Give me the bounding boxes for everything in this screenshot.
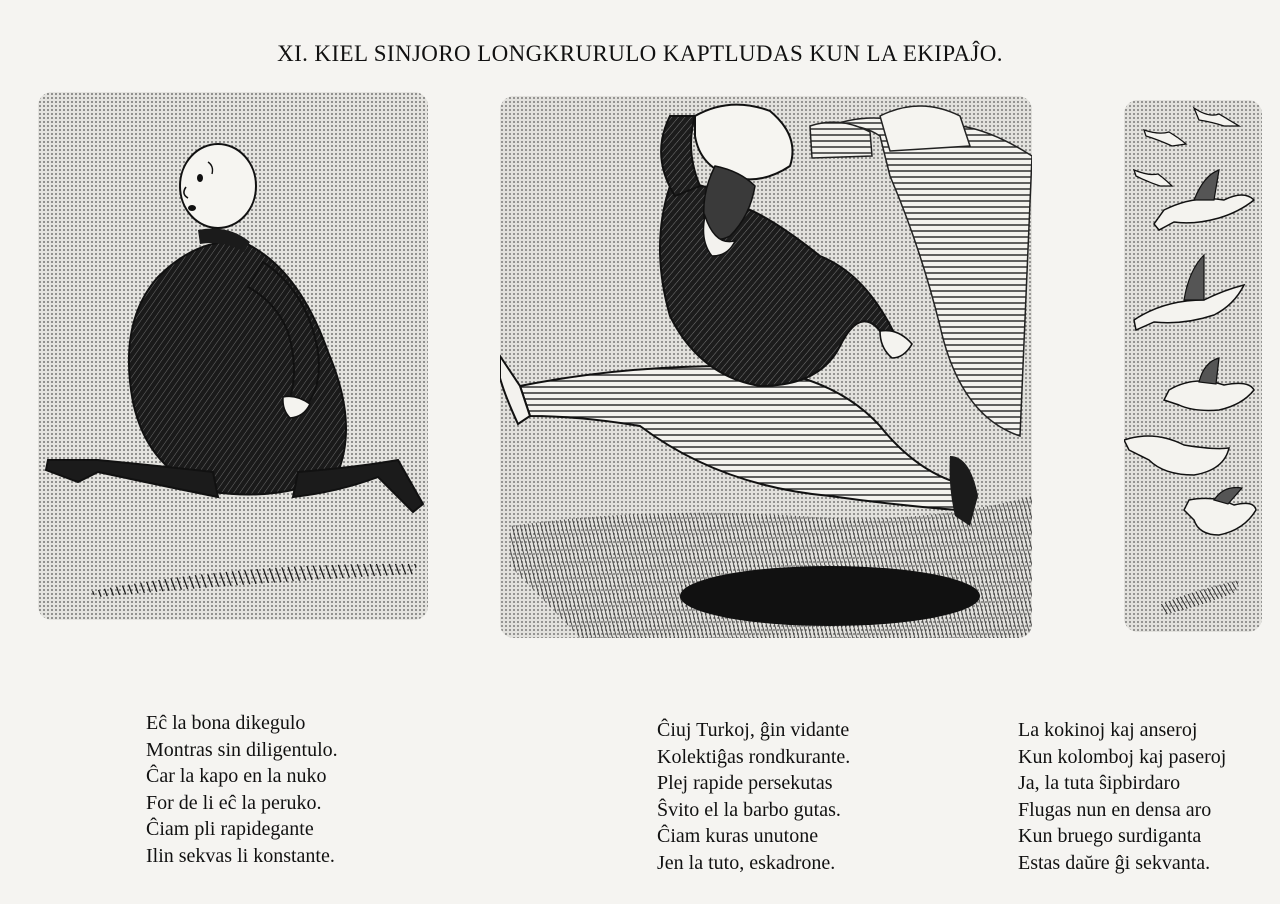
illustration-birds-flying bbox=[1124, 100, 1262, 632]
verse-line: Ĉiam kuras unutone bbox=[657, 825, 819, 847]
verse-line: For de li eĉ la peruko. bbox=[146, 791, 322, 814]
verse-line: Ĉiam pli rapidegante bbox=[146, 818, 314, 840]
page-title: XI. KIEL SINJORO LONGKRURULO KAPTLUDAS KUN LA EKIPAĴO. bbox=[277, 41, 1003, 67]
verse-line: Plej rapide persekutas bbox=[657, 772, 833, 794]
verse-turks bbox=[657, 717, 850, 876]
bald-boy-drawing bbox=[38, 92, 428, 620]
verse-line: Flugas nun en densa aro bbox=[1018, 798, 1212, 821]
verse-line: Kun kolomboj kaj paseroj bbox=[1018, 745, 1227, 768]
verse-line: Kun bruego surdiganta bbox=[1018, 825, 1202, 847]
illustration-bald-boy-running bbox=[38, 92, 428, 620]
verse-line: Jen la tuto, eskadrone. bbox=[657, 851, 836, 874]
verse-line: Ilin sekvas li konstante. bbox=[146, 844, 335, 867]
verse-line: Ŝvito el la barbo gutas. bbox=[657, 798, 841, 821]
verse-line: Ĉiuj Turkoj, ĝin vidante bbox=[657, 719, 850, 741]
verse-boy bbox=[146, 710, 338, 869]
turks-drawing bbox=[500, 96, 1032, 638]
verse-line: Kolektiĝas rondkurante. bbox=[657, 745, 851, 768]
verse-line: Estas daŭre ĝi sekvanta. bbox=[1018, 851, 1211, 874]
verse-birds bbox=[1018, 717, 1226, 876]
verse-line: Montras sin diligentulo. bbox=[146, 738, 338, 761]
illustration-turks-chasing bbox=[500, 96, 1032, 638]
verse-line: Eĉ la bona dikegulo bbox=[146, 712, 306, 734]
verse-line: La kokinoj kaj anseroj bbox=[1018, 719, 1198, 741]
verse-line: Ja, la tuta ŝipbirdaro bbox=[1018, 772, 1181, 794]
verse-line: Ĉar la kapo en la nuko bbox=[146, 765, 327, 787]
birds-drawing bbox=[1124, 100, 1262, 632]
